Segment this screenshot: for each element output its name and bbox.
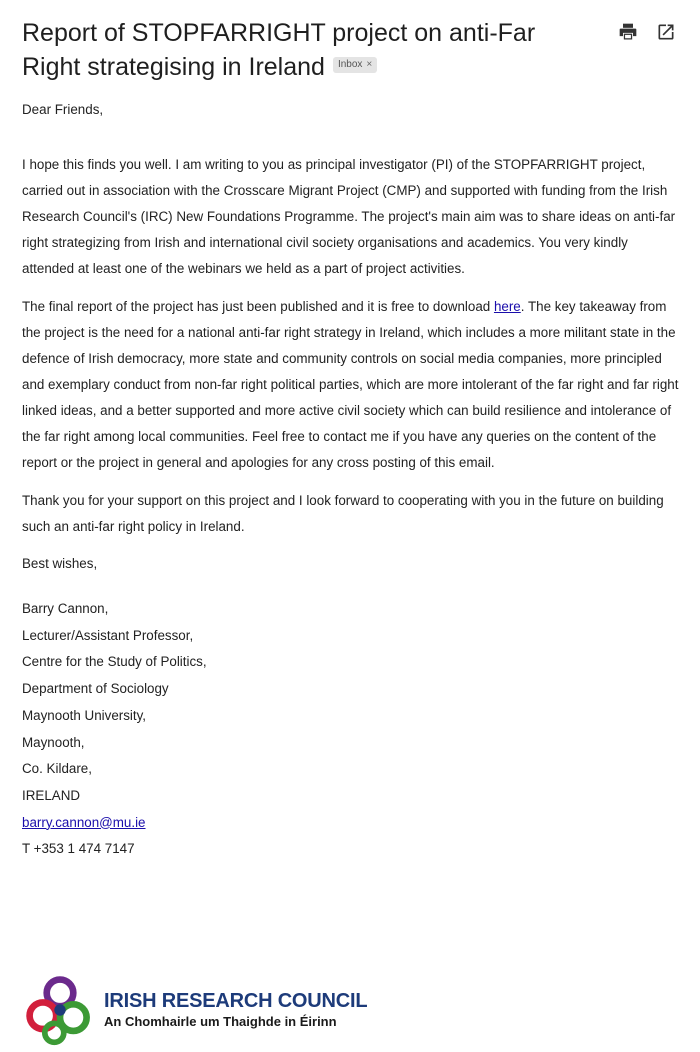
logo-name: IRISH RESEARCH COUNCIL — [104, 990, 368, 1012]
signature-centre: Centre for the Study of Politics, — [22, 654, 207, 670]
signature-country: IRELAND — [22, 787, 81, 803]
signature-name: Barry Cannon, — [22, 601, 109, 616]
paragraph-thanks: Thank you for your support on this project and I look forward to cooperating with you in the future on building such an anti-far right policy in Ireland. — [22, 493, 664, 534]
paragraph-report-start: The final report of the project has just been published and it is free to download — [22, 299, 494, 314]
signature-phone: T +353 1 474 7147 — [22, 841, 135, 857]
signoff: Best wishes, — [22, 556, 98, 571]
email-subject — [22, 16, 562, 84]
paragraph-report-end: . The key takeaway from the project is the need for a national anti-far right strategy in Ireland, which includes a more militant state in the defence of Irish democracy, more state and community controls on social media companies, more principled and exemplary conduct from non-far right political parties, which are more intolerant of the far right and far right linked ideas, and a better supported and more active civil society which can build resilience and intolerance of the far right among local communities. Feel free to contact me if you have any queries on the content of the report or the project in general and apologies for any cross posting of this email. — [22, 299, 679, 470]
email-body — [22, 100, 682, 863]
inbox-label-text: Inbox — [337, 59, 363, 71]
report-download-link[interactable]: here — [493, 299, 521, 314]
irish-research-council-emblem-icon — [22, 972, 98, 1048]
print-icon[interactable] — [618, 22, 638, 42]
signature-department: Department of Sociology — [22, 681, 169, 697]
subject-text: Report of STOPFARRIGHT project on anti-Far Right strategising in Ireland — [22, 19, 536, 81]
signature-email-link[interactable]: barry.cannon@mu.ie — [22, 814, 146, 830]
greeting: Dear Friends, — [22, 102, 104, 117]
paragraph-intro: I hope this finds you well. I am writing to you as principal investigator (PI) of the STOPFARRIGHT project, carried out in association with the Crosscare Migrant Project (CMP) and supported with funding from the Irish Research Council's (IRC) New Foundations Programme. The project's main aim was to share ideas on anti-far right strategizing from Irish and international civil society organisations and academics. You very kindly attended at least one of the webinars we held as a part of project activities. — [22, 157, 676, 276]
inbox-label-chip[interactable] — [333, 57, 377, 73]
signature-county: Co. Kildare, — [22, 761, 92, 777]
signature-university: Maynooth University, — [22, 707, 147, 723]
logo-text — [104, 989, 367, 1031]
email-toolbar — [618, 22, 676, 42]
logo-irish-name: An Chomhairle um Thaighde in Éirinn — [104, 1014, 337, 1029]
paragraph-report — [22, 294, 682, 476]
signature-block — [22, 596, 682, 863]
signature-town: Maynooth, — [22, 734, 85, 750]
remove-label-icon[interactable]: × — [366, 59, 373, 71]
irish-research-council-logo — [22, 972, 367, 1048]
signature-title: Lecturer/Assistant Professor, — [22, 627, 194, 643]
open-in-new-window-icon[interactable] — [656, 22, 676, 42]
